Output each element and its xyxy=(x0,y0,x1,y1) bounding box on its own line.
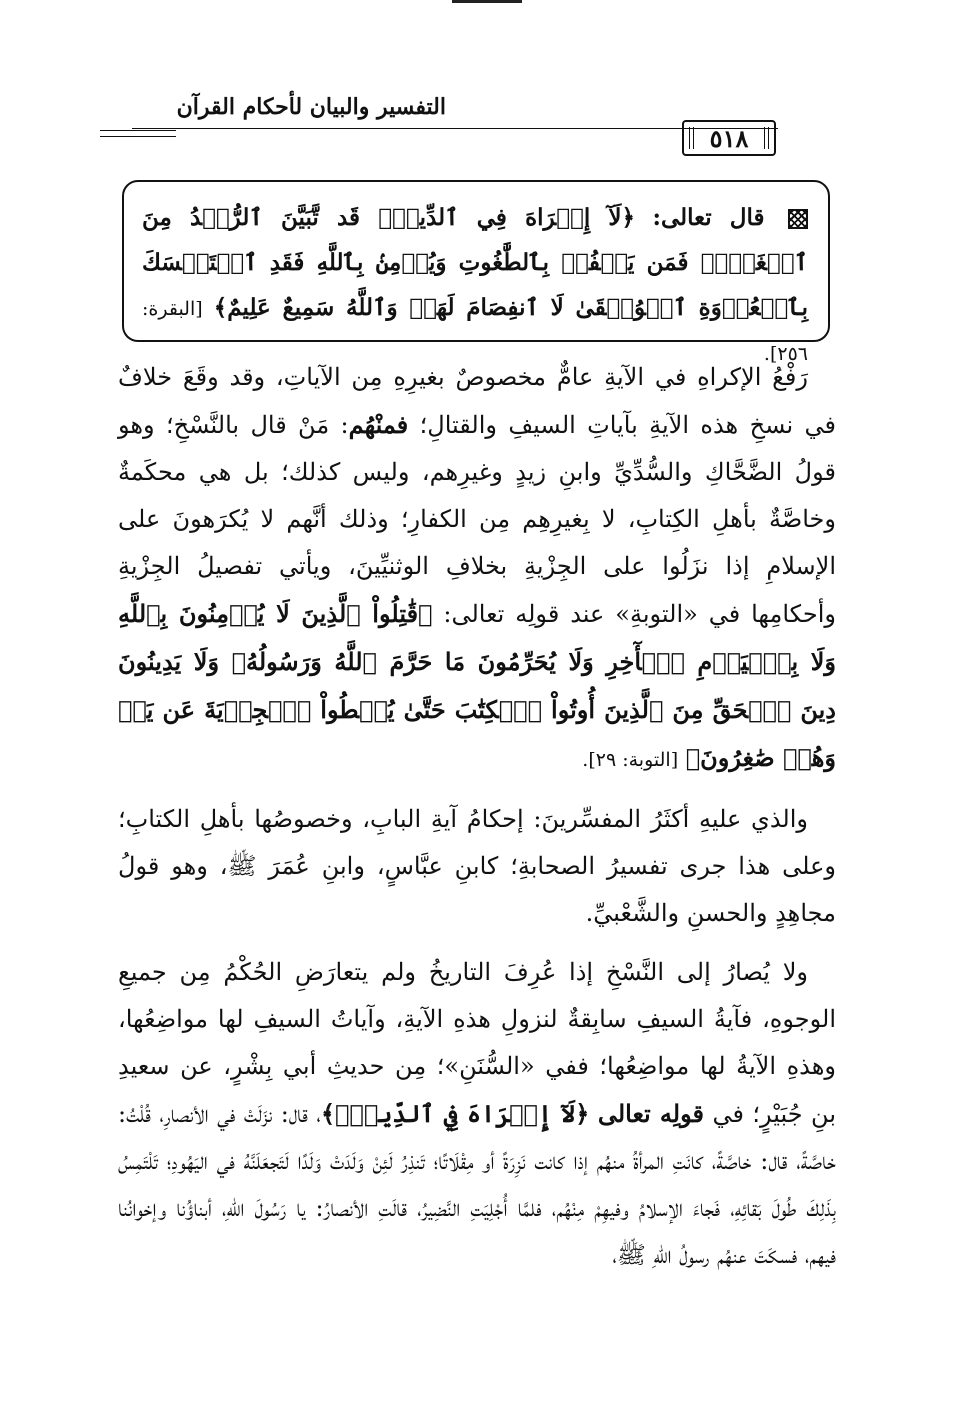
paragraph-3 xyxy=(118,949,836,1279)
paragraph-1-part-a: رَفْعُ الإكراهِ في الآيةِ عامٌّ مخصوصٌ بغيرِهِ مِن الآياتِ، وقد وقَعَ خلافٌ في نسخِ هذه الآيةِ بآياتِ السيفِ والقتالِ؛ xyxy=(118,363,836,439)
page-header xyxy=(100,92,852,164)
top-edge-mark xyxy=(452,0,522,3)
paragraph-1-reference: [التوبة: ٢٩]. xyxy=(582,749,679,771)
verse-ornament-icon xyxy=(788,209,808,229)
commentary-body xyxy=(118,354,836,1291)
paragraph-3-quran: ﴿لَآ إِكۡرَاهَ فِي ٱلدِّينِۖ﴾ xyxy=(320,1099,590,1128)
page-number: ٥١٨ xyxy=(709,123,749,153)
paragraph-1 xyxy=(118,354,836,784)
verse-box xyxy=(122,180,830,365)
verse-reference: [البقرة: ٢٥٦]. xyxy=(142,297,808,365)
verse-intro: قال تعالى: xyxy=(652,204,765,231)
paragraph-1-part-c: : مَنْ قال بالنَّسْخِ؛ وهو قولُ الضَّحَّاكِ والسُّدِّيِّ وابنِ زيدٍ وغيرِهم، وليس كذلك؛ بل هي محكَمةٌ وخاصَّةٌ بأهلِ الكِتابِ، لا بِغيرِهِم مِن الكفارِ؛ وذلك أنَّهم لا يُكرَهونَ على الإسلامِ إذا نزَلُوا على الجِزْيةِ بخلافِ الوثنيِّينَ، ويأتي تفصيلُ الجِزْيةِ وأحكامِها في «التوبةِ» عند قولِه تعالى: xyxy=(118,411,836,628)
page-number-frame xyxy=(682,120,776,156)
verse-text: ﴿لَآ إِكۡرَاهَ فِي ٱلدِّينِۖ قَد تَّبَيَّنَ ٱلرُّشۡدُ مِنَ ٱلۡغَيِّۚ فَمَن يَكۡفُرۡ بِٱلطَّٰغُوتِ وَيُؤۡمِنۢ بِٱللَّهِ فَقَدِ ٱسۡتَمۡسَكَ بِٱلۡعُرۡوَةِ ٱلۡوُثۡقَىٰ لَا ٱنفِصَامَ لَهَاۗ وَٱللَّهُ سَمِيعٌ عَلِيمٌ﴾ xyxy=(142,204,808,321)
paragraph-1-keyword: فمنْهُم xyxy=(348,410,409,439)
paragraph-3-keyword: قولِه تعالى xyxy=(597,1099,704,1128)
paragraph-3-part-c: ، قال: نزَلَتْ في الأنصارِ، قُلْتُ: خاصَّةً، قال: خاصَّةً، كانَتِ المرأةُ منهُم إذا كانت نَزِرَةً أو مِقْلَاتًا؛ تَنذِرُ لَئِنْ وَلَدَتْ وَلَدًا لَتَجعَلَنَّهُ في اليَهُودِ؛ تَلْتَمِسُ بِذَلِكَ طُولَ بَقائِهِ، فَجاءَ الإسلامُ وفيهِمْ مِنْهُم، فلمَّا أُجْلِيَتِ النَّضِيرُ، قالَتِ الأنصارُ: يا رَسُولَ اللهِ، أبناؤُنا وإخوانُنا فيهم، فسكَتَ عنهُم رسولُ اللهِ ﷺ، xyxy=(118,1100,836,1269)
paragraph-1-quran: ﴿قَٰتِلُواْ ٱلَّذِينَ لَا يُؤۡمِنُونَ بِٱللَّهِ وَلَا بِٱلۡيَوۡمِ ٱلۡأٓخِرِ وَلَا يُحَرِّمُونَ مَا حَرَّمَ ٱللَّهُ وَرَسُولُهُۥ وَلَا يَدِينُونَ دِينَ ٱلۡحَقِّ مِنَ ٱلَّذِينَ أُوتُواْ ٱلۡكِتَٰبَ حَتَّىٰ يُعۡطُواْ ٱلۡجِزۡيَةَ عَن يَدٖ وَهُمۡ صَٰغِرُونَ﴾ xyxy=(118,599,836,772)
paragraph-2: والذي عليهِ أكثَرُ المفسِّرينَ: إحكامُ آيةِ البابِ، وخصوصُها بأهلِ الكتابِ؛ وعلى هذا جرى تفسيرُ الصحابةِ؛ كابنِ عبَّاسٍ، وابنِ عُمَرَ ﷺ، وهو قولُ مجاهِدٍ والحسنِ والشَّعْبيِّ. xyxy=(118,805,836,927)
book-title: التفسير والبيان لأحكام القرآن xyxy=(176,94,446,120)
paragraph-3-part-a: ولا يُصارُ إلى النَّسْخِ إذا عُرِفَ التاريخُ ولم يتعارَضِ الحُكْمُ مِن جميعِ الوجوهِ، فآيةُ السيفِ سابِقةٌ لنزولِ هذهِ الآيةِ، وآياتُ السيفِ لها مواضِعُها، وهذهِ الآيةُ لها مواضِعُها؛ ففي «السُّنَنِ»؛ مِن حديثِ أبي بِشْرٍ، عن سعيدِ بنِ جُبَيْرٍ؛ في xyxy=(118,958,836,1128)
header-side-lines xyxy=(100,130,176,142)
